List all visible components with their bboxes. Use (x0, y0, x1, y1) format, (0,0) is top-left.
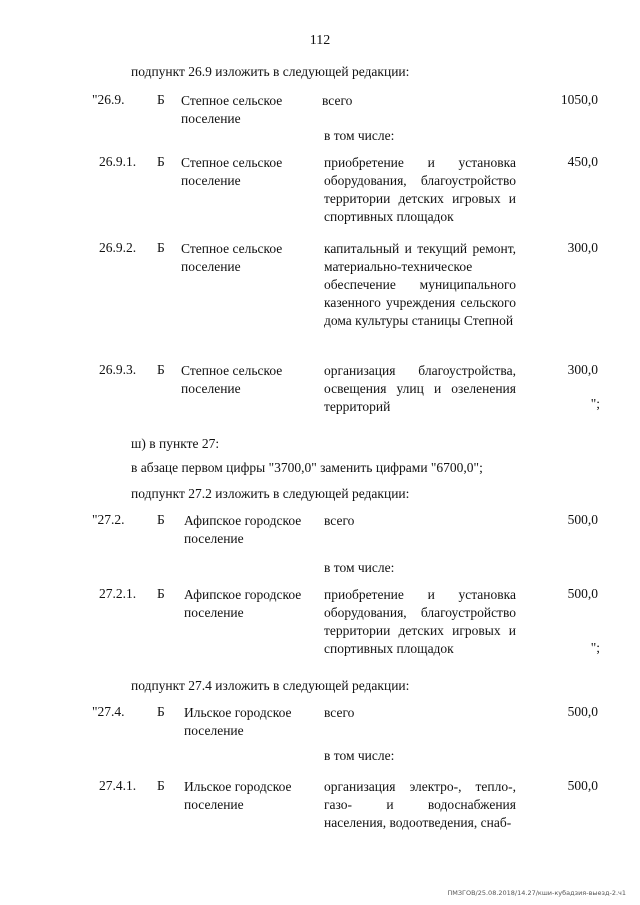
row-description: всего (324, 705, 355, 720)
row-description: приобретение и установка оборудования, благоустройство территории детских игровых и спортивных площадок (324, 587, 516, 656)
paragraph-point-27: ш) в пункте 27: (131, 436, 220, 451)
paragraph-27-first-abzac: в абзаце первом цифры "3700,0" заменить цифрами "6700,0"; (131, 460, 483, 475)
row-amount: 1050,0 (560, 92, 598, 107)
row-amount: 500,0 (567, 778, 598, 793)
row-category: Б (157, 240, 165, 255)
row-amount: 300,0 (567, 362, 598, 377)
row-settlement: Степное сельское поселение (181, 155, 283, 188)
row-number: 27.2.1. (99, 586, 137, 601)
paragraph-27-4-intro: подпункт 27.4 изложить в следующей редакции: (131, 678, 410, 693)
row-amount: 450,0 (567, 154, 598, 169)
row-amount: 500,0 (567, 704, 598, 719)
paragraph-27-2-intro: подпункт 27.2 изложить в следующей редакции: (131, 486, 410, 501)
row-category: Б (157, 778, 165, 793)
row-amount: 500,0 (567, 586, 598, 601)
row-number: 27.4.1. (99, 778, 137, 793)
row-settlement: Степное сельское поселение (181, 363, 283, 396)
row-description: всего (324, 513, 355, 528)
row-category: Б (157, 362, 165, 377)
row-settlement: Ильское городское поселение (184, 779, 292, 812)
row-category: Б (157, 512, 165, 527)
row-settlement: Степное сельское поселение (181, 241, 283, 274)
page-number: 112 (309, 33, 331, 48)
row-settlement: Афипское городское поселение (184, 513, 302, 546)
row-amount: 500,0 (567, 512, 598, 527)
document-footer-code: ПМЗГОВ/25.08.2018/14.27/кши-кубадзия-выезд-2.ч1 (447, 889, 626, 897)
in-that-number-label: в том числе: (324, 560, 395, 575)
closing-quote: "; (590, 640, 600, 655)
row-number: "27.4. (92, 704, 125, 719)
row-description: организация электро-, тепло-, газо- и водоснабжения населения, водоотведения, снаб- (324, 779, 516, 830)
row-category: Б (157, 586, 165, 601)
row-description: капитальный и текущий ремонт, материально-техническое обеспечение муниципального казенного учреждения сельского дома культуры станицы Степной (324, 241, 516, 328)
row-number: 26.9.3. (99, 362, 137, 377)
paragraph-26-9-intro: подпункт 26.9 изложить в следующей редакции: (131, 64, 410, 79)
closing-quote: "; (590, 396, 600, 411)
row-description: организация благоустройства, освещения улиц и озеленения территорий (324, 363, 516, 414)
row-description: всего (322, 93, 353, 108)
row-amount: 300,0 (567, 240, 598, 255)
row-category: Б (157, 92, 165, 107)
row-category: Б (157, 704, 165, 719)
in-that-number-label: в том числе: (324, 748, 395, 763)
row-description: приобретение и установка оборудования, благоустройство территории детских игровых и спортивных площадок (324, 155, 516, 224)
row-number: 26.9.1. (99, 154, 137, 169)
row-settlement: Ильское городское поселение (184, 705, 292, 738)
row-settlement: Степное сельское поселение (181, 93, 283, 126)
row-category: Б (157, 154, 165, 169)
row-settlement: Афипское городское поселение (184, 587, 302, 620)
row-number: "27.2. (92, 512, 125, 527)
in-that-number-label: в том числе: (324, 128, 395, 143)
row-number: 26.9.2. (99, 240, 137, 255)
row-number: "26.9. (92, 92, 125, 107)
